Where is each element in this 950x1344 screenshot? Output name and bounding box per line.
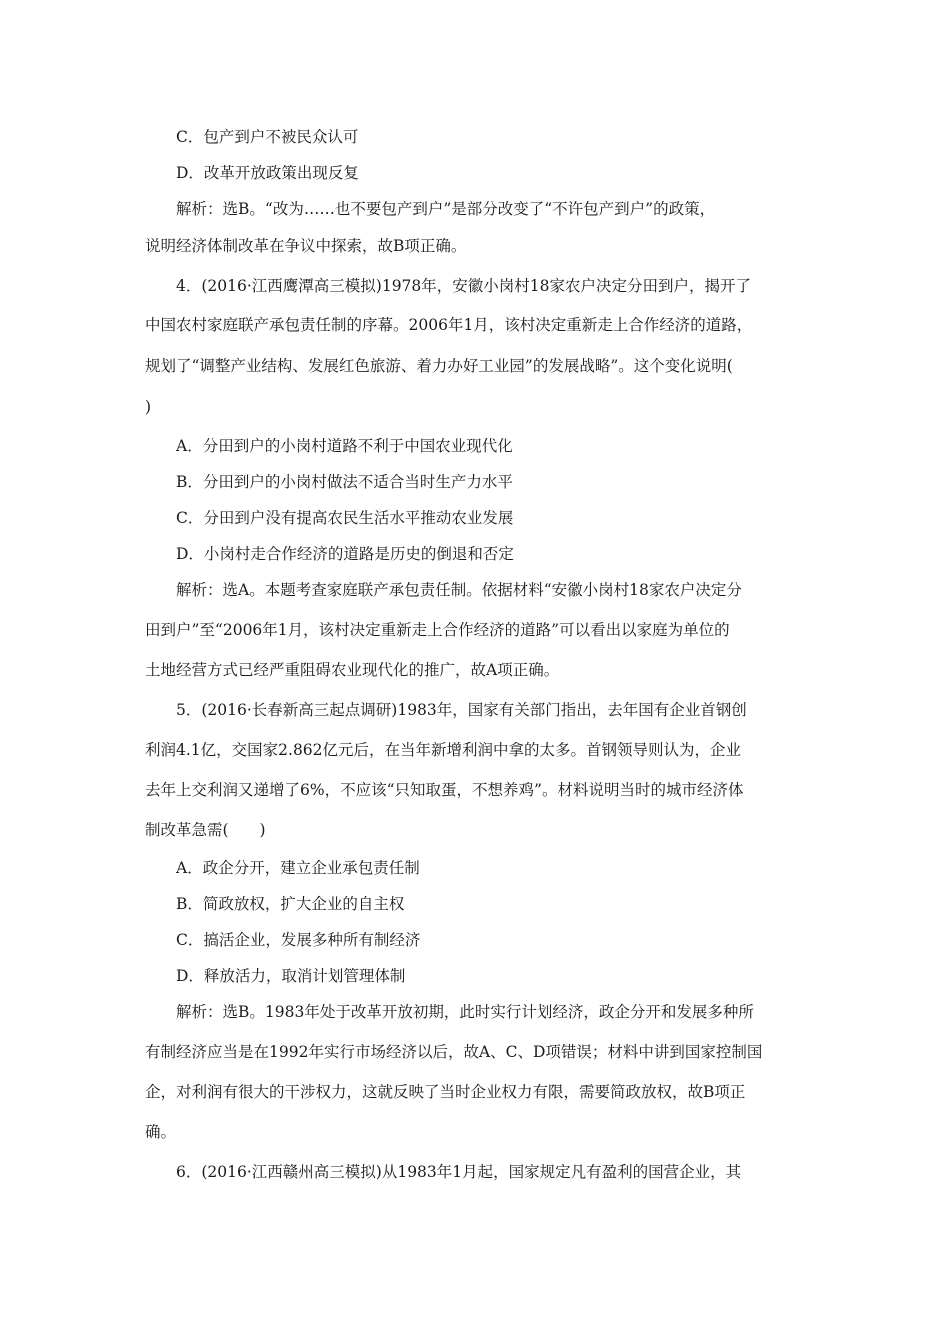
text-line: 解析：选B。“改为……也不要包产到户”是部分改变了“不许包产到户”的政策， — [176, 200, 716, 218]
text-line: 5．(2016·长春新高三起点调研)1983年，国家有关部门指出，去年国有企业首钢创 — [176, 701, 747, 719]
text-line: 有制经济应当是在1992年实行市场经济以后，故A、C、D项错误；材料中讲到国家控制国 — [145, 1043, 763, 1061]
text-line: 制改革急需( ) — [145, 821, 266, 839]
text-line: 6．(2016·江西赣州高三模拟)从1983年1月起，国家规定凡有盈利的国营企业，其 — [176, 1163, 742, 1181]
text-line: ) — [145, 398, 152, 416]
text-line: 利润4.1亿，交国家2.862亿元后，在当年新增利润中拿的太多。首钢领导则认为，企业 — [145, 741, 742, 759]
text-line: 田到户”至“2006年1月，该村决定重新走上合作经济的道路”可以看出以家庭为单位的 — [145, 621, 730, 639]
text-line: 确。 — [145, 1123, 177, 1141]
text-line: A．分田到户的小岗村道路不利于中国农业现代化 — [176, 437, 513, 455]
text-line: 说明经济体制改革在争议中探索，故B项正确。 — [145, 237, 467, 255]
text-line: 规划了“调整产业结构、发展红色旅游、着力办好工业园”的发展战略”。这个变化说明( — [145, 357, 733, 375]
text-line: D．改革开放政策出现反复 — [176, 164, 359, 182]
text-line: D．小岗村走合作经济的道路是历史的倒退和否定 — [176, 545, 514, 563]
text-line: 4．(2016·江西鹰潭高三模拟)1978年，安徽小岗村18家农户决定分田到户，揭开了 — [176, 277, 752, 295]
text-line: 企，对利润有很大的干涉权力，这就反映了当时企业权力有限，需要简政放权，故B项正 — [145, 1083, 746, 1101]
text-line: A．政企分开，建立企业承包责任制 — [176, 859, 420, 877]
text-line: 解析：选B。1983年处于改革开放初期，此时实行计划经济，政企分开和发展多种所 — [176, 1003, 754, 1021]
text-line: C．包产到户不被民众认可 — [176, 128, 359, 146]
text-line: C．分田到户没有提高农民生活水平推动农业发展 — [176, 509, 514, 527]
text-line: B．简政放权，扩大企业的自主权 — [176, 895, 405, 913]
text-line: D．释放活力，取消计划管理体制 — [176, 967, 406, 985]
text-line: 去年上交利润又递增了6%，不应该“只知取蛋，不想养鸡”。材料说明当时的城市经济体 — [145, 781, 744, 799]
text-line: B．分田到户的小岗村做法不适合当时生产力水平 — [176, 473, 513, 491]
text-line: 土地经营方式已经严重阻碍农业现代化的推广，故A项正确。 — [145, 661, 560, 679]
text-line: 解析：选A。本题考查家庭联产承包责任制。依据材料“安徽小岗村18家农户决定分 — [176, 581, 742, 599]
text-line: C．搞活企业，发展多种所有制经济 — [176, 931, 421, 949]
text-line: 中国农村家庭联产承包责任制的序幕。2006年1月，该村决定重新走上合作经济的道路， — [145, 316, 753, 334]
